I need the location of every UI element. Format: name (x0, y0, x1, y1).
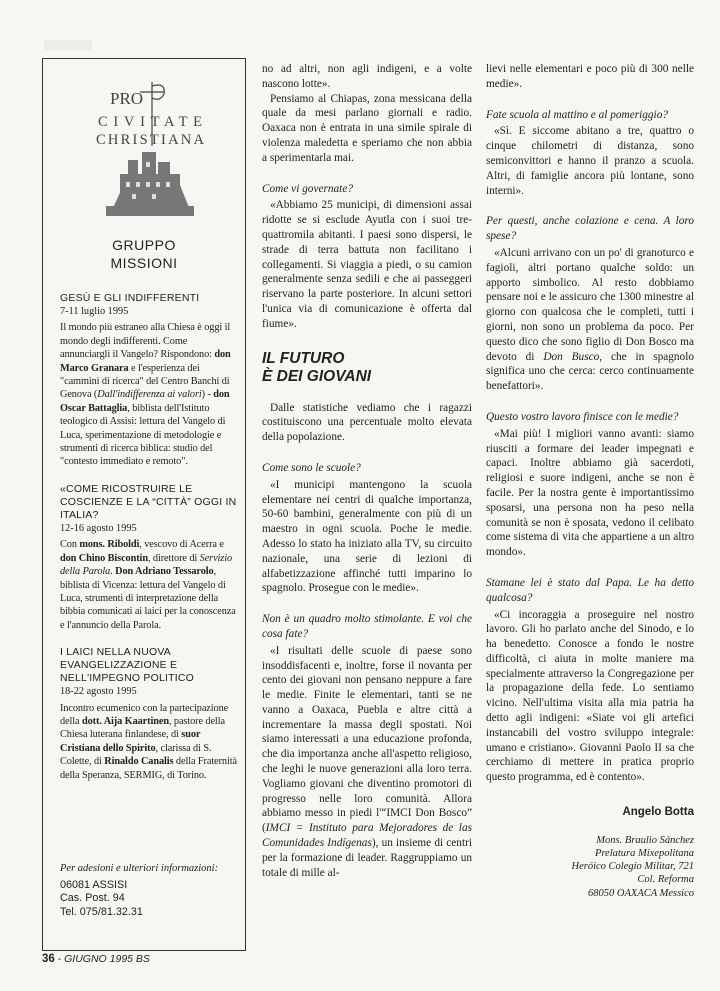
event-title: I LAICI NELLA NUOVA EVANGELIZZAZIONE E NELL'IMPEGNO POLITICO (60, 646, 194, 685)
speaker-name: dott. Aija Kaartinen (82, 715, 169, 727)
contact-address: Mons. Braulio Sánchez Prelatura Mixepolitana Heróico Colegio Militar, 721 Col. Reforma 68050 OAXACA Messico (571, 834, 694, 899)
event-date: 7-11 luglio 1995 (60, 306, 129, 317)
group-title-line1: GRUPPO (112, 237, 176, 253)
faint-mark (44, 40, 92, 50)
contact-info (60, 862, 238, 919)
author-signature: Angelo Botta (622, 806, 694, 819)
section-heading-line2: È DEI GIOVANI (262, 368, 372, 386)
event-item (60, 292, 238, 469)
group-title (48, 236, 240, 272)
paragraph: no ad altri, non agli indigeni, e a volte nascono lotte». (262, 63, 472, 90)
interview-question: Fate scuola al mattino e al pomeriggio? (486, 108, 668, 121)
event-title: «COME RICOSTRUIRE LE COSCIENZE E LA “CITTÀ” OGGI IN ITALIA? (60, 482, 237, 521)
speaker-name: suor Cristiana dello Spirito (60, 729, 201, 754)
contact-intro: Per adesioni e ulteriori informazioni: (60, 863, 219, 874)
contact-phone: Tel. 075/81.32.31 (60, 905, 143, 918)
paragraph: lievi nelle elementari e poco più di 300 nelle medie». (486, 63, 694, 90)
page-number: 36 (42, 953, 55, 965)
interview-answer: «I risultati delle scuole di paese sono insoddisfacenti e, inoltre, forse il novanta per cento dei giovani non pensano neppure a fare le medie. Finite le elementari, tanti se ne vanno a Oaxaca, Puebla e altre città a incrementare la massa degli spostati. Noi siamo interessati a una educazione profonda, che dia importanza anche all'aspetto religioso, che leghi le nuove generazioni alla loro terra. Vogliamo giovani che diventino promotori di progresso nelle loro comunità. Allora abbiamo messo in piedi l'“IMCI Don Bosco” (IMCI = Instituto para Mejoradores de las Comunidades Indígenas), un insieme di centri per la formazione di leader. Raggruppiamo un totale di mille al- (262, 644, 472, 879)
speaker-name: don Chino Biscontin (60, 552, 148, 564)
interview-answer: «Mai più! I migliori vanno avanti: siamo riusciti a formare dei leader impegnati e capaci. Inoltre abbiamo già sacerdoti, religiosi e suore indigeni, anche se non è facile. Per la nostra gente è importantissimo sposarsi, una persona non ha peso nella comunità se non è sposata, vedono il celibato come sistema di vita che appartiene a un altro mondo». (486, 427, 694, 559)
event-description: Con mons. Riboldi, vescovo di Acerra e don Chino Biscontin, direttore di Servizio della Parola. Don Adriano Tessarolo, biblista di Vicenza: lettura del Vangelo di Luca, strumenti di interpretazione della bibbia comunicati ai laici per la conoscenza e l'annuncio della Parola. (60, 539, 236, 631)
svg-text:CIVITATE: CIVITATE (98, 114, 202, 130)
pro-civitate-christiana-logo (94, 76, 206, 224)
section-heading-line1: IL FUTURO (262, 349, 345, 367)
interview-answer: «I municipi mantengono la scuola elementare nei centri di qualche importanza, 50-60 bambini, generalmente con più di un maestro in ogni scuola. Poche le medie. Adesso lo stato ha iniziato alla TV, su circuito nazionale, una serie di lezioni di alfabetizzazione affinché tutti imparino lo spagnolo. Prosegue con le medie». (262, 478, 472, 595)
interview-question: Stamane lei è stato dal Papa. Le ha detto qualcosa? (486, 576, 694, 604)
events-list (60, 292, 238, 796)
event-title: GESÙ E GLI INDIFFERENTI (60, 292, 200, 304)
event-item (60, 483, 238, 632)
interview-question: Per questi, anche colazione e cena. A loro spese? (486, 215, 694, 243)
interview-question: Come sono le scuole? (262, 461, 361, 474)
svg-text:PRO: PRO (110, 89, 144, 108)
event-item (60, 646, 238, 782)
issue-label: GIUGNO 1995 BS (64, 953, 150, 965)
interview-answer: «Sì. E siccome abitano a tre, quattro o cinque chilometri di distanza, sono semiconvittori e hanno il pranzo a scuola. Altri, di famiglie ancora più lontane, sono interni». (486, 125, 694, 197)
interview-answer: «Ci incoraggia a proseguire nel nostro lavoro. Gli ho parlato anche del Sinodo, e lo ha benedetto. Conosce a fondo le nostre difficoltà, ci aiuta in molte maniere ma specialmente attraverso la Congregazione per la propagazione della fede. Lo sentiamo vicino. Nell'ultima visita alla mia patria ha detto agli indigeni: «Siate voi gli artefici instancabili del vostro sviluppo integrale: umano e cristiano». Giovanni Paolo II sa che cerchiamo di mettere in pratica proprio questo programma, ed è contento». (486, 608, 694, 784)
section-heading (262, 350, 472, 387)
speaker-name: mons. Riboldi (79, 539, 140, 551)
contact-box: Cas. Post. 94 (60, 892, 125, 905)
interview-answer: «Abbiamo 25 municipi, di dimensioni assai ridotte se si esclude Ayutla con i suoi tre-quattromila abitanti. I paesi sono dispersi, le strade di terra battuta non facilitano i collegamenti. Si viaggia a piedi, o su camion generalmente senza sedili e che ai passeggeri riservano la parte posteriore. In alcuni settori l'unica via di comunicazione è offerta dal fiume». (262, 199, 472, 330)
interview-answer: «Alcuni arrivano con un po' di granoturco e fagioli, altri portano qualche soldo: un apporto simbolico. Al resto dobbiamo pensare noi e le assicuro che 1300 minestre al giorno con qualcosa che le completi, tutti i giorni, non sono un problema da poco. Per questo dico che sono figlio di Don Bosco ma devoto di Don Busco, che in spagnolo significa uno che cerca: cerco continuamente benefattori». (486, 246, 694, 393)
contact-city: 06081 ASSISI (60, 879, 128, 892)
speaker-name: Don Adriano Tessarolo (115, 566, 214, 578)
article-column-middle (262, 62, 472, 880)
paragraph: Dalle statistiche vediamo che i ragazzi costituiscono una percentuale molto elevata della popolazione. (262, 401, 472, 444)
speaker-name: Rinaldo Canalis (104, 756, 174, 768)
group-title-line2: MISSIONI (110, 255, 178, 271)
page-footer: 36 - GIUGNO 1995 BS (42, 953, 150, 965)
event-date: 12-16 agosto 1995 (60, 522, 137, 534)
event-date: 18-22 agosto 1995 (60, 686, 137, 698)
interview-question: Questo vostro lavoro finisce con le medie? (486, 410, 679, 423)
event-description: Il mondo più estraneo alla Chiesa è oggi il mondo degli indifferenti. Come annunciargli il Vangelo? Rispondono: don Marco Granara e l'esperienza dei "cammini di ricerca" del Centro Banchi di Genova (Dall'indifferenza ai valori) - don Oscar Battaglia, biblista dell'Istituto teologico di Assisi: lettura del Vangelo di Luca, sperimentazione di metodologie e strumenti di ricerca biblica: studio del "contesto immediato e remoto". (60, 322, 231, 468)
interview-question: Come vi governate? (262, 182, 353, 195)
event-description: Incontro ecumenico con la partecipazione della dott. Aija Kaartinen, pastore della Chiesa luterana finlandese, di suor Cristiana dello Spirito, clarissa di S. Colette, di Rinaldo Canalis della Fraternità della Speranza, SERMIG, di Torino. (60, 702, 237, 781)
interview-question: Non è un quadro molto stimolante. E voi che cosa fate? (262, 613, 472, 640)
paragraph: Pensiamo al Chiapas, zona messicana della quale da mesi parlano giornali e radio. Oaxaca non è entrata in una simile spirale di violenza maledetta e speriamo che non abbia a sperimentarla mai. (262, 92, 472, 164)
speaker-name: don Marco Granara (60, 349, 231, 374)
svg-text:CHRISTIANA: CHRISTIANA (96, 132, 204, 148)
speaker-name: don Oscar Battaglia (60, 389, 230, 414)
article-column-right (486, 62, 694, 900)
